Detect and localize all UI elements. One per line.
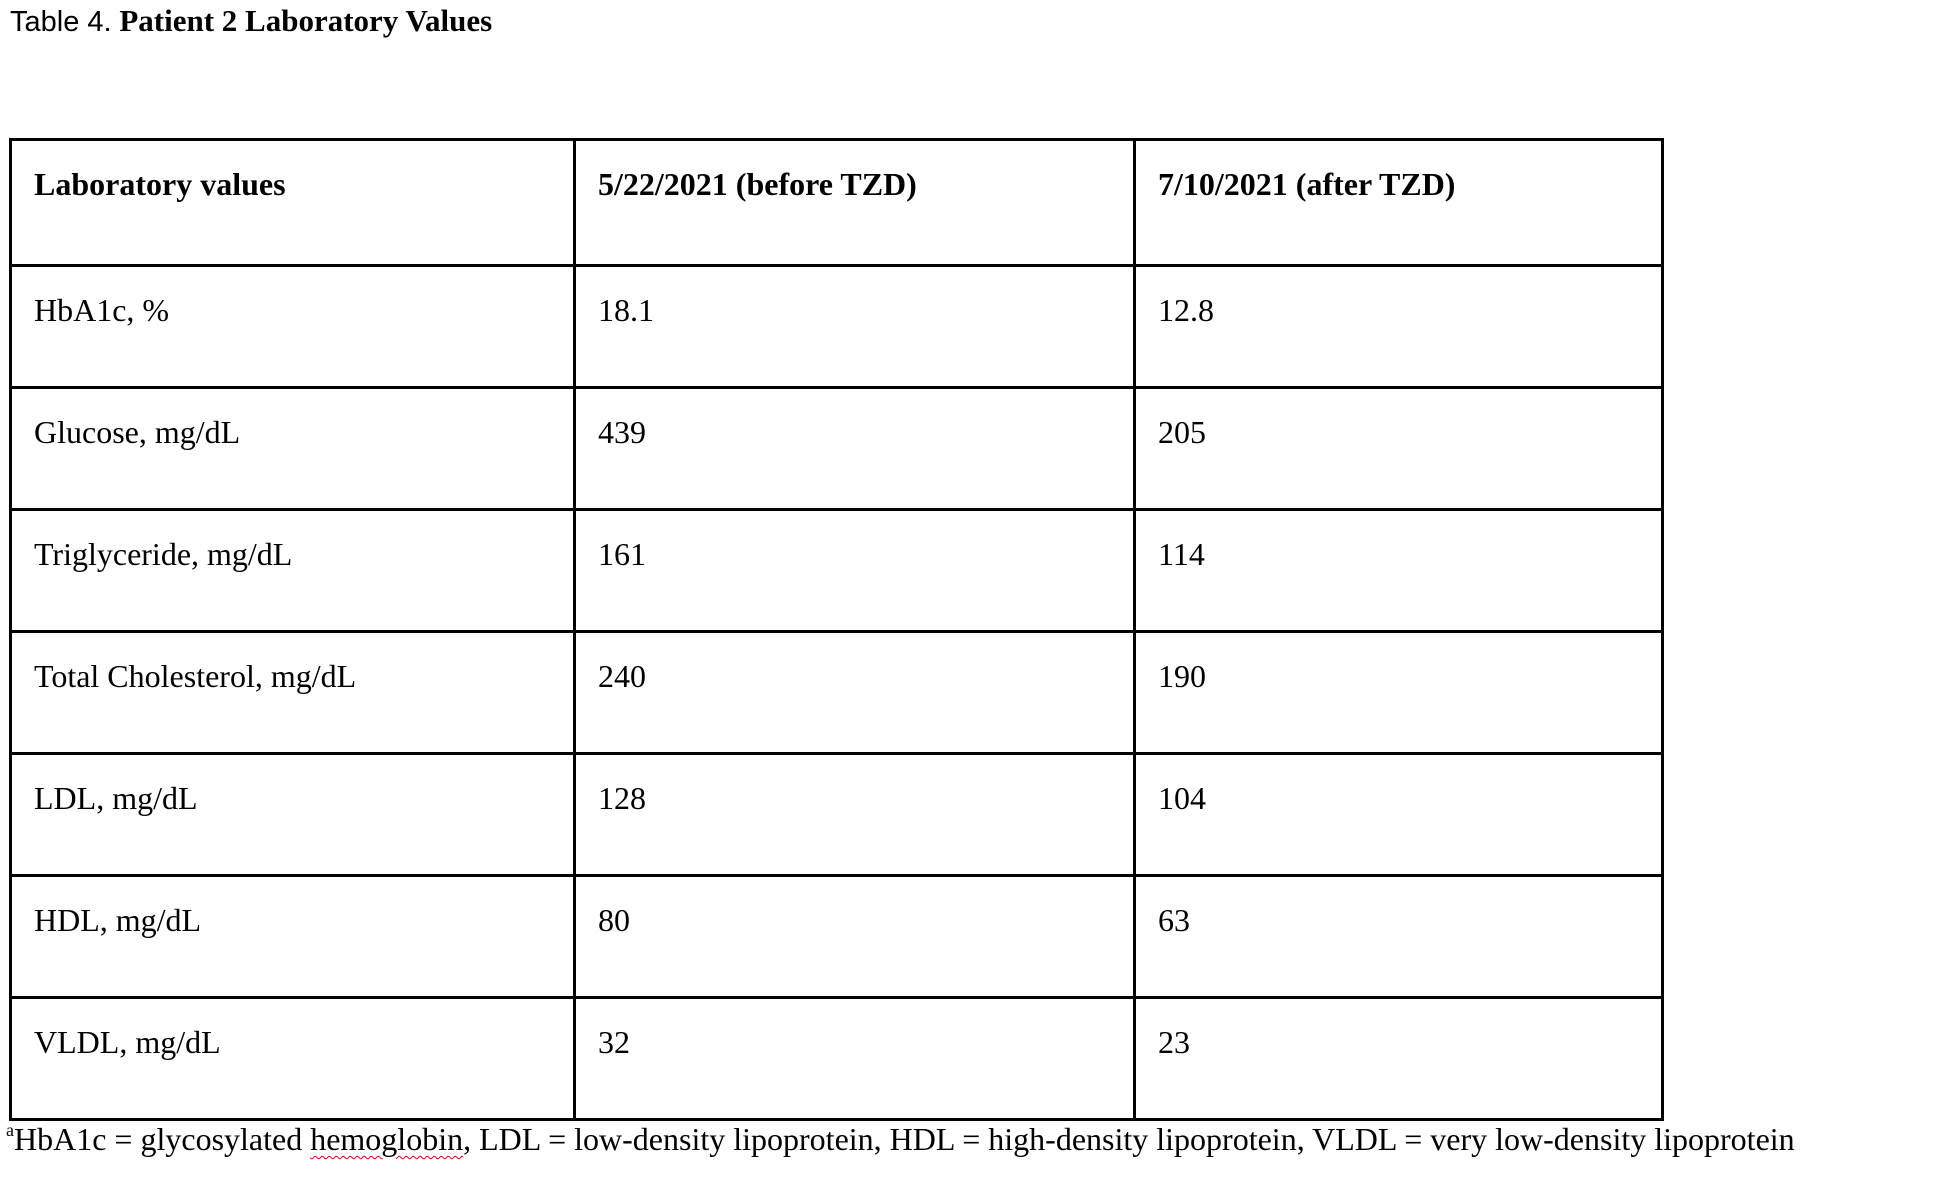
cell-before: 240	[575, 632, 1135, 754]
table-row	[11, 998, 1663, 1120]
footnote-text-end: , LDL = low-density lipoprotein, HDL = high-density lipoprotein, VLDL = very low-density lipoprotein	[463, 1121, 1795, 1157]
row-label-hdl: HDL, mg/dL	[11, 876, 575, 998]
table-row	[11, 876, 1663, 998]
table-header-row	[11, 140, 1663, 266]
cell-after: 23	[1135, 998, 1663, 1120]
table-row	[11, 388, 1663, 510]
table-caption	[10, 2, 492, 41]
row-label-glucose: Glucose, mg/dL	[11, 388, 575, 510]
cell-after: 12.8	[1135, 266, 1663, 388]
cell-after: 104	[1135, 754, 1663, 876]
row-label-total-cholesterol: Total Cholesterol, mg/dL	[11, 632, 575, 754]
footnote-text-start: HbA1c = glycosylated	[14, 1121, 311, 1157]
table-row	[11, 510, 1663, 632]
cell-before: 439	[575, 388, 1135, 510]
table-footnote	[6, 1119, 1795, 1159]
cell-before: 128	[575, 754, 1135, 876]
table-title: Patient 2 Laboratory Values	[119, 3, 493, 38]
cell-after: 205	[1135, 388, 1663, 510]
row-label-vldl: VLDL, mg/dL	[11, 998, 575, 1120]
footnote-marker: a	[6, 1120, 14, 1140]
cell-after: 63	[1135, 876, 1663, 998]
column-header-before-tzd: 5/22/2021 (before TZD)	[575, 140, 1135, 266]
cell-after: 114	[1135, 510, 1663, 632]
cell-after: 190	[1135, 632, 1663, 754]
row-label-ldl: LDL, mg/dL	[11, 754, 575, 876]
row-label-hba1c: HbA1c, %	[11, 266, 575, 388]
table-number: Table 4.	[10, 6, 112, 38]
table-row	[11, 266, 1663, 388]
laboratory-values-table	[9, 138, 1664, 1121]
row-label-triglyceride: Triglyceride, mg/dL	[11, 510, 575, 632]
cell-before: 80	[575, 876, 1135, 998]
column-header-after-tzd: 7/10/2021 (after TZD)	[1135, 140, 1663, 266]
cell-before: 32	[575, 998, 1135, 1120]
table-row	[11, 754, 1663, 876]
spellcheck-flagged-word[interactable]: hemoglobin	[310, 1121, 464, 1157]
table-row	[11, 632, 1663, 754]
cell-before: 161	[575, 510, 1135, 632]
column-header-laboratory-values: Laboratory values	[11, 140, 575, 266]
cell-before: 18.1	[575, 266, 1135, 388]
